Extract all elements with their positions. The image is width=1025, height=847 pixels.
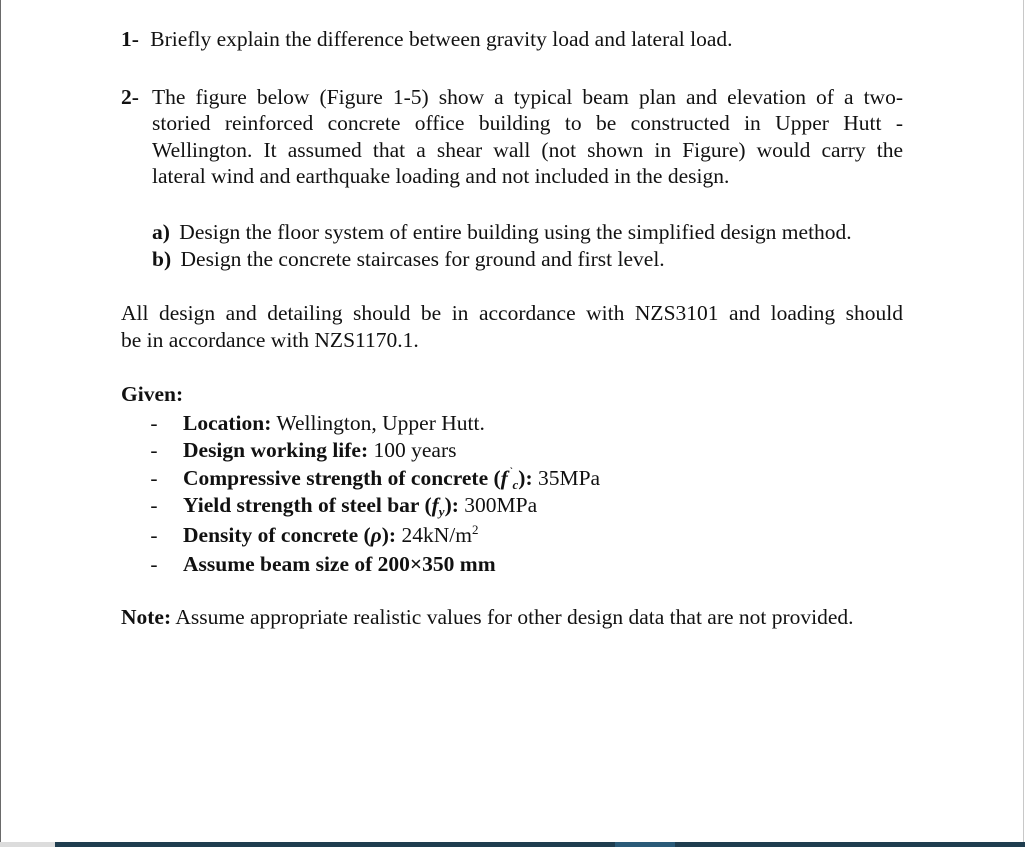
given-density-value-text: 24kN/m: [401, 523, 472, 547]
given-design-life-label: Design working life:: [183, 438, 369, 462]
standards-line-2: be in accordance with NZS1170.1.: [121, 328, 419, 352]
given-yield-label-end: ):: [444, 493, 459, 517]
given-density: [183, 522, 478, 548]
symbol-f-c: [501, 466, 519, 490]
given-compressive-strength: [183, 465, 600, 491]
given-beam-size-text: Assume beam size of 200×350 mm: [183, 552, 496, 576]
question-2-line-4: lateral wind and earthquake loading and not included in the design.: [152, 164, 730, 188]
question-1-text: Briefly explain the difference between gravity load and lateral load.: [150, 27, 733, 51]
given-yield-strength: [183, 492, 537, 518]
page-right-border: [1023, 0, 1024, 847]
bottom-scroll-thumb[interactable]: [615, 842, 675, 847]
question-1-number: 1-: [121, 27, 139, 51]
symbol-subscript-c: c: [512, 477, 519, 492]
question-2-number: [121, 84, 139, 110]
given-bullet-5: -: [150, 523, 158, 547]
given-bullet-3: -: [150, 466, 158, 490]
given-bullet-6: -: [150, 552, 158, 576]
given-location: [183, 410, 485, 436]
given-heading-text: Given:: [121, 382, 184, 406]
part-a: [152, 219, 852, 245]
given-compressive-label-end: ):: [518, 466, 533, 490]
given-design-life-value: 100 years: [373, 438, 457, 462]
given-compressive-label: Compressive strength of concrete (: [183, 466, 501, 490]
part-b-text: Design the concrete staircases for ground and first level.: [180, 247, 665, 271]
question-2-line-2: storied reinforced concrete office building to be constructed in Upper Hutt -: [152, 111, 903, 135]
part-a-text: Design the floor system of entire building using the simplified design method.: [179, 220, 852, 244]
given-bullet-4: -: [150, 493, 158, 517]
symbol-f-2: f: [431, 493, 439, 517]
note: [121, 604, 854, 630]
symbol-prime: `: [508, 466, 513, 478]
given-bullet-1: -: [150, 411, 158, 435]
given-location-value: Wellington, Upper Hutt.: [276, 411, 485, 435]
given-heading: [121, 381, 183, 407]
symbol-subscript-y: y: [438, 504, 445, 519]
symbol-f: f: [500, 466, 508, 490]
given-beam-size: [183, 551, 496, 577]
question-2-number-text: 2-: [121, 85, 139, 109]
note-text: Assume appropriate realistic values for other design data that are not provided.: [175, 605, 854, 629]
note-label: Note:: [121, 605, 172, 629]
symbol-f-y: [432, 493, 445, 517]
part-b: [152, 246, 665, 272]
part-b-label: b): [152, 247, 172, 271]
given-design-life: [183, 437, 457, 463]
question-2-line-3: Wellington. It assumed that a shear wall (not shown in Figure) would carry the: [152, 138, 903, 162]
bottom-scroll-strip: [55, 842, 1025, 847]
symbol-rho: ρ: [370, 523, 382, 547]
standards-line-1: All design and detailing should be in accordance with NZS3101 and loading should: [121, 301, 903, 325]
given-bullet-2: -: [150, 438, 158, 462]
superscript-2: 2: [471, 522, 479, 537]
given-density-label-end: ):: [381, 523, 397, 547]
page-left-border: [0, 0, 1, 847]
given-yield-value: 300MPa: [464, 493, 538, 517]
part-a-label: a): [152, 220, 170, 244]
given-location-label: Location:: [183, 411, 272, 435]
given-yield-label: Yield strength of steel bar (: [183, 493, 432, 517]
question-1: [121, 26, 733, 52]
question-2-line-1: The figure below (Figure 1-5) show a typical beam plan and elevation of a two-: [152, 85, 903, 109]
given-density-label: Density of concrete (: [183, 523, 371, 547]
given-density-value: [401, 523, 478, 547]
given-compressive-value: 35MPa: [537, 466, 601, 490]
